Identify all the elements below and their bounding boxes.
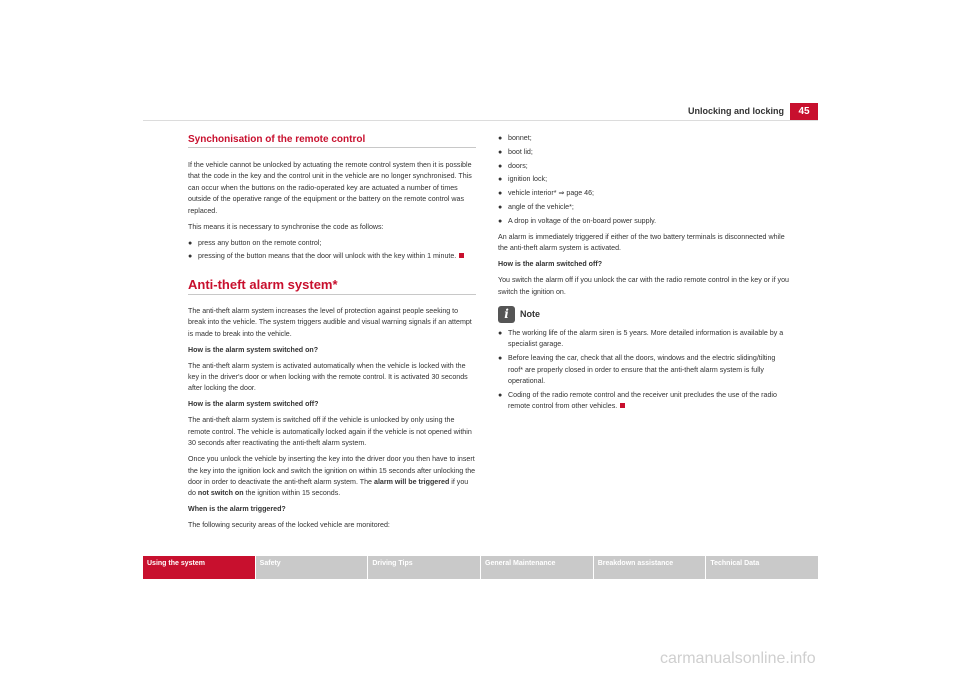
unlock-bold-switch-on: not switch on — [197, 489, 244, 498]
sync-instruction: This means it is necessary to synchronise the code as follows: — [188, 222, 384, 231]
list-item-text: Coding of the radio remote control and the receiver unit precludes the use of the radio remote control from other vehicles. — [508, 390, 777, 411]
list-item: ● A drop in voltage of the on-board power supply. — [498, 216, 792, 227]
immediate-alarm-text: An alarm is immediately triggered if either of the two battery terminals is disconnected while the anti-theft alarm system is activated. — [498, 232, 785, 253]
list-item — [188, 251, 476, 262]
unlock-bold-triggered: alarm will be triggered — [374, 478, 450, 487]
unlock-text-b: if you do — [188, 478, 469, 498]
list-item-text: pressing of the button means that the door will unlock with the key within 1 minute. — [198, 252, 457, 261]
how-off-text: You switch the alarm off if you unlock the car with the radio remote control in the key or if you switch the ignition on. — [498, 276, 789, 296]
note-header — [498, 306, 792, 323]
unlock-paragraph — [188, 454, 476, 500]
page-number: 45 — [790, 103, 818, 120]
triggered-text: The following security areas of the locked vehicle are monitored: — [188, 521, 390, 530]
list-item — [498, 390, 792, 413]
header-divider — [143, 120, 818, 121]
alarm-intro: The anti-theft alarm system increases the level of protection against people seeking to break into the vehicle. The system triggers audible and visual warning signals if an attempt is made to break into the vehicle. — [188, 306, 472, 338]
tab-safety[interactable]: Safety — [256, 556, 368, 579]
tab-technical-data[interactable]: Technical Data — [706, 556, 818, 579]
tab-driving-tips[interactable]: Driving Tips — [368, 556, 480, 579]
note-title: Note — [520, 308, 540, 319]
alarm-heading: Anti-theft alarm system* — [188, 277, 476, 295]
list-item: ● doors; — [498, 161, 792, 172]
list-item: ● The working life of the alarm siren is 5 years. More detailed information is available by a specialist garage. — [498, 328, 792, 351]
switched-off-text: The anti-theft alarm system is switched off if the vehicle is unlocked by only using the remote control. The vehicle is automatically locked again if the vehicle is not opened within 30 seconds after reactivating the anti-theft alarm system. — [188, 416, 472, 448]
triggered-subheading: When is the alarm triggered? — [188, 505, 286, 514]
list-item: ● press any button on the remote control; — [188, 238, 476, 249]
right-column — [498, 133, 792, 417]
tab-general-maintenance[interactable]: General Maintenance — [481, 556, 593, 579]
left-column — [188, 133, 476, 536]
list-item: ● boot lid; — [498, 147, 792, 158]
unlock-text-a: Once you unlock the vehicle by inserting the key into the driver door you then have to insert the key into the ignition lock and switch the ignition on within 15 seconds after unlocking the door in order to deactivate the anti-theft alarm system. The — [188, 455, 476, 487]
how-off-subheading: How is the alarm switched off? — [498, 260, 603, 269]
list-item: ● vehicle interior* ⇒ page 46; — [498, 188, 792, 199]
tab-using-the-system[interactable]: Using the system — [143, 556, 255, 579]
sync-list — [188, 238, 476, 263]
switched-on-text: The anti-theft alarm system is activated automatically when the vehicle is locked with the key in the driver's door or when locking with the remote control. It is activated 30 seconds after locking the door. — [188, 361, 468, 393]
section-end-marker — [620, 403, 625, 408]
switched-on-subheading: How is the alarm system switched on? — [188, 345, 319, 354]
unlock-text-c: the ignition within 15 seconds. — [245, 489, 341, 498]
list-item: ● ignition lock; — [498, 174, 792, 185]
section-end-marker — [459, 253, 464, 258]
list-item: ● Before leaving the car, check that all the doors, windows and the electric sliding/tilting roof* are properly closed in order to ensure that the anti-theft alarm system is fully operational. — [498, 353, 792, 387]
tab-breakdown-assistance[interactable]: Breakdown assistance — [594, 556, 706, 579]
footer-navigation — [143, 556, 818, 579]
watermark: carmanualsonline.info — [660, 650, 816, 667]
page-header-title: Unlocking and locking — [687, 106, 784, 116]
switched-off-subheading: How is the alarm system switched off? — [188, 400, 319, 409]
sync-heading: Synchonisation of the remote control — [188, 133, 476, 148]
monitored-areas-list — [498, 133, 792, 227]
sync-paragraph: If the vehicle cannot be unlocked by actuating the remote control system then it is possible that the code in the key and the control unit in the vehicle are no longer synchronised. This can occur when the buttons on the radio-operated key are actuated a number of times outside of the operative range of the equipment or the battery on the remote control was replaced. — [188, 161, 472, 215]
info-icon: i — [498, 306, 515, 323]
list-item: ● bonnet; — [498, 133, 792, 144]
note-list — [498, 328, 792, 413]
list-item: ● angle of the vehicle*; — [498, 202, 792, 213]
